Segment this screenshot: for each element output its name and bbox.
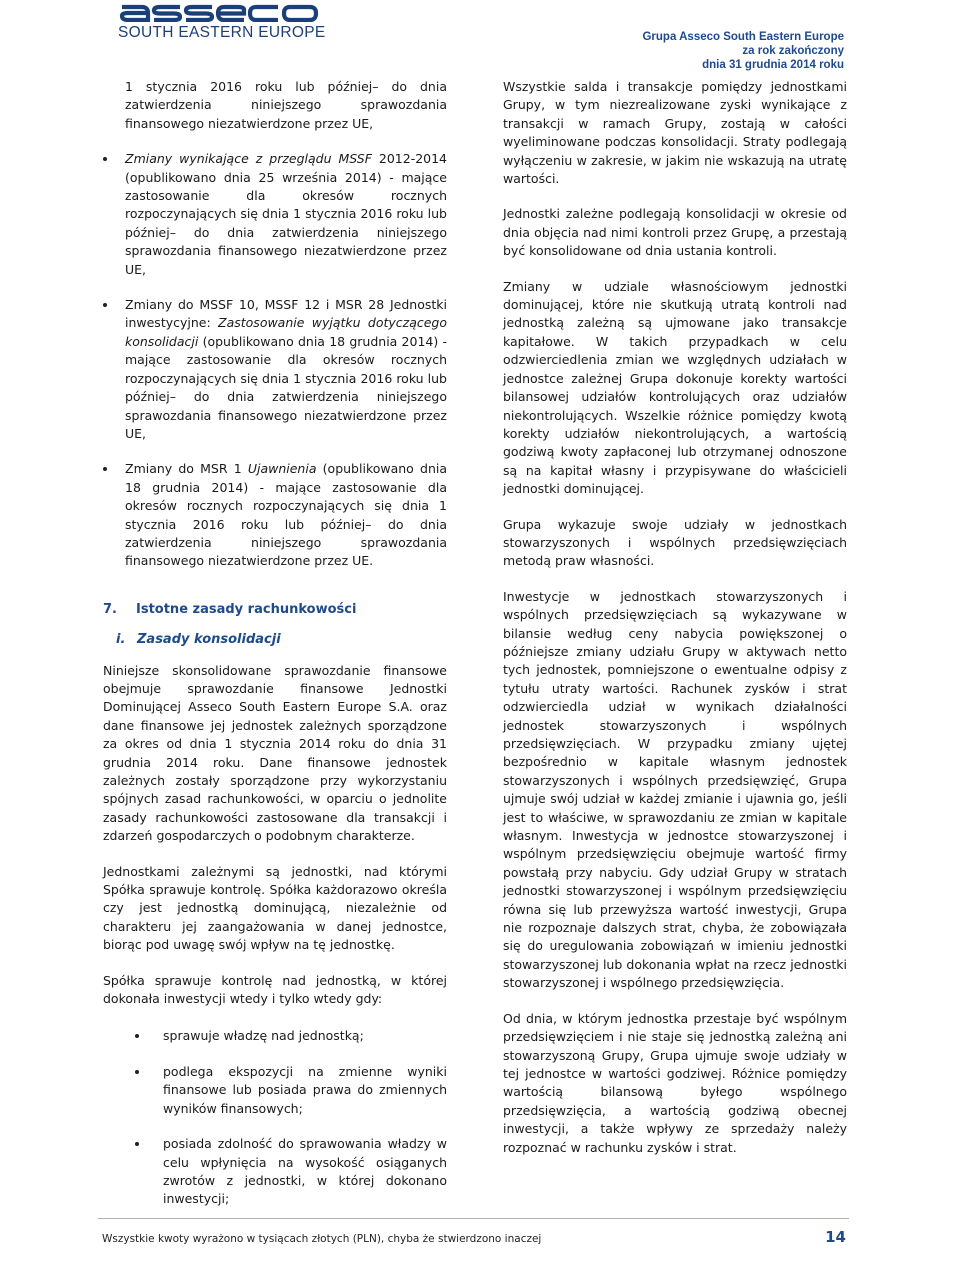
- asseco-logo-wordmark: [118, 2, 323, 22]
- list-item: [103, 150, 447, 279]
- item-text: Zmiany do MSSF 10, MSSF 12 i MSR 28 Jednostki inwestycyjne:: [125, 297, 447, 331]
- item-text: Zmiany do MSR 1: [125, 461, 248, 477]
- bullet-icon: [103, 303, 107, 307]
- paragraph: Inwestycje w jednostkach stowarzyszonych i wspólnych przedsięwzięciach są wykazywane w bilansie według ceny nabycia powiększonej o późniejsze zmiany udziału Grupy w aktywach netto tych jednostek, pomniejszone o ewentualne odpisy z tytułu utraty wartości. Rachunek zysków i strat odzwierciedla udział w wynikach działalności jednostek stowarzyszonych i wspólnych przedsięwzięciach. W przypadku zmiany ujętej bezpośrednio w kapitale własnym jednostek stowarzyszonych i wspólnych przedsięwzięć, Grupa ujmuje swój udział w każdej zmianie i ujawnia go, jeśli jest to właściwe, w sprawozdaniu ze zmian w kapitale własnym. Inwestycja w jednostce stowarzyszonej i wspólnym przedsięwzięciu obejmuje wartość firmy powstałą przy nabyciu. Gdy udział Grupy w stratach jednostki stowarzyszonej i wspólnym przedsięwzięciu równa się lub przewyższa wartość inwestycji, Grupa nie rozpoznaje dalszych strat, chyba, że zobowiązała się do uregulowania zobowiązań w imieniu jednostki stowarzyszonej lub dokonania wpłat na rzecz jednostki stowarzyszonej i wspólnego przedsięwzięcia.: [503, 588, 847, 991]
- paragraph: Od dnia, w którym jednostka przestaje być wspólnym przedsięwzięciem i nie staje się jednostką zależną ani stowarzyszoną Grupy, Grupa ujmuje swoje udziały w tej jednostce w wartości godziwej. Różnice pomiędzy wartością bilansową byłego wspólnego przedsięwzięcia, a wartością godziwą obecnej inwestycji, a także wpływy ze sprzedaży należy rozpoznać w rachunku zysków i strat.: [503, 1010, 847, 1155]
- bullet-icon: [135, 1142, 139, 1146]
- paragraph: Wszystkie salda i transakcje pomiędzy jednostkami Grupy, w tym niezrealizowane zyski wynikające z transakcji w ramach Grupy, zostają w całości wyeliminowane podczas konsolidacji. Straty podlegają wyłączeniu w zakresie, w jakim nie wskazują na utratę wartości.: [503, 79, 847, 187]
- continued-bullet-text: 1 stycznia 2016 roku lub później– do dnia zatwierdzenia niniejszego sprawozdania finansowego niezatwierdzone przez UE,: [125, 79, 447, 131]
- subsection-number: i.: [116, 632, 126, 648]
- company-logo: [118, 2, 328, 42]
- paragraph: Grupa wykazuje swoje udziały w jednostkach stowarzyszonych i wspólnych przedsięwzięciach metodą praw własności.: [503, 516, 847, 569]
- logo-subtitle: SOUTH EASTERN EUROPE: [118, 24, 326, 41]
- item-text: 2012-2014 (opublikowano dnia 25 września 2014) - mające zastosowanie dla okresów rocznych rozpoczynających się dnia 1 stycznia 2016 roku lub później– do dnia zatwierdzenia niniejszego sprawozdania finansowego niezatwierdzone przez UE,: [125, 151, 448, 277]
- item-text: podlega ekspozycji na zmienne wyniki finansowe lub posiada prawa do zmiennych wyników finansowych;: [163, 1063, 447, 1116]
- right-column: [503, 78, 847, 1157]
- paragraph: Jednostki zależne podlegają konsolidacji w okresie od dnia objęcia nad nimi kontroli przez Grupę, a przestają być konsolidowane od dnia ustania kontroli.: [503, 206, 847, 259]
- subsection-title: Zasady konsolidacji: [137, 632, 281, 648]
- list-item: [103, 1027, 447, 1045]
- subsection-heading: [103, 631, 447, 649]
- section-number: 7.: [103, 601, 117, 617]
- bullet-icon: [135, 1034, 139, 1038]
- paragraph: Spółka sprawuje kontrolę nad jednostką, w której dokonała inwestycji wtedy i tylko wtedy gdy:: [103, 972, 447, 1007]
- item-text: sprawuje władzę nad jednostką;: [163, 1028, 364, 1044]
- paragraph: Niniejsze skonsolidowane sprawozdanie finansowe obejmuje sprawozdanie finansowe Jednostki Dominującej Asseco South Eastern Europe S.A. oraz dane finansowe jej jednostek zależnych sporządzone za okres od dnia 1 stycznia 2014 roku do dnia 31 grudnia 2014 roku. Dane finansowe jednostek zależnych zostały sporządzone przy wykorzystaniu spójnych zasad rachunkowości, w oparciu o jednolite zasady rachunkowości zastosowane dla transakcji i zdarzeń gospodarczych o podobnym charakterze.: [103, 662, 447, 844]
- paragraph: Zmiany w udziale własnościowym jednostki dominującej, które nie skutkują utratą kontroli nad jednostką zależną są ujmowane jako transakcje kapitałowe. W takich przypadkach w celu odzwierciedlenia zmian we względnych udziałach w jednostce zależnej Grupa dokonuje korekty wartości bilansowej udziałów kontrolujących oraz udziałów niekontrolujących. Wszelkie różnice pomiędzy kwotą korekty udziałów niekontrolujących, a wartością godziwą kwoty zapłaconej lub otrzymanej odnoszone są na kapitał własny i przypisywane do właścicieli jednostki dominującej.: [503, 278, 847, 497]
- item-text: posiada zdolność do sprawowania władzy w celu wpłynięcia na wysokość osiąganych zwrotów z jednostki, w której dokonano inwestycji;: [163, 1136, 447, 1207]
- bullet-icon: [103, 157, 107, 161]
- paragraph: Jednostkami zależnymi są jednostki, nad którymi Spółka sprawuje kontrolę. Spółka każdorazowo określa czy jest jednostką dominującą, niezależnie od charakteru jej zaangażowania w danej jednostce, biorąc pod uwagę swój wpływ na tę jednostkę.: [103, 863, 447, 953]
- list-item: [103, 1063, 447, 1118]
- list-item: [103, 460, 447, 570]
- document-header: [642, 30, 844, 72]
- item-emphasis: Ujawnienia: [247, 461, 317, 477]
- item-emphasis: Zmiany wynikające z przeglądu MSSF: [125, 151, 372, 167]
- bullet-icon: [135, 1070, 139, 1074]
- item-text: (opublikowano dnia 18 grudnia 2014) - mające zastosowanie dla okresów rocznych rozpoczynających się dnia 1 stycznia 2016 roku lub później– do dnia zatwierdzenia niniejszego sprawozdania finansowego niezatwierdzone przez UE.: [125, 461, 447, 569]
- item-emphasis: Zastosowanie wyjątku dotyczącego konsolidacji: [125, 315, 447, 349]
- section-title: Istotne zasady rachunkowości: [136, 601, 357, 617]
- item-text: (opublikowano dnia 18 grudnia 2014) - mające zastosowanie dla okresów rocznych rozpoczynających się dnia 1 stycznia 2016 roku lub później– do dnia zatwierdzenia niniejszego sprawozdania finansowego niezatwierdzone przez UE,: [125, 333, 447, 441]
- left-column: [103, 78, 447, 1209]
- footer-divider: [98, 1218, 849, 1219]
- header-period-line1: za rok zakończony: [742, 45, 844, 57]
- list-item: [103, 1135, 447, 1209]
- header-company: Grupa Asseco South Eastern Europe: [642, 31, 844, 43]
- bullet-icon: [103, 467, 107, 471]
- footer-note: Wszystkie kwoty wyrażono w tysiącach złotych (PLN), chyba że stwierdzono inaczej: [102, 1233, 542, 1245]
- header-period-line2: dnia 31 grudnia 2014 roku: [702, 59, 844, 71]
- page-number: 14: [825, 1228, 846, 1246]
- list-item: [103, 296, 447, 443]
- section-heading: [103, 601, 447, 619]
